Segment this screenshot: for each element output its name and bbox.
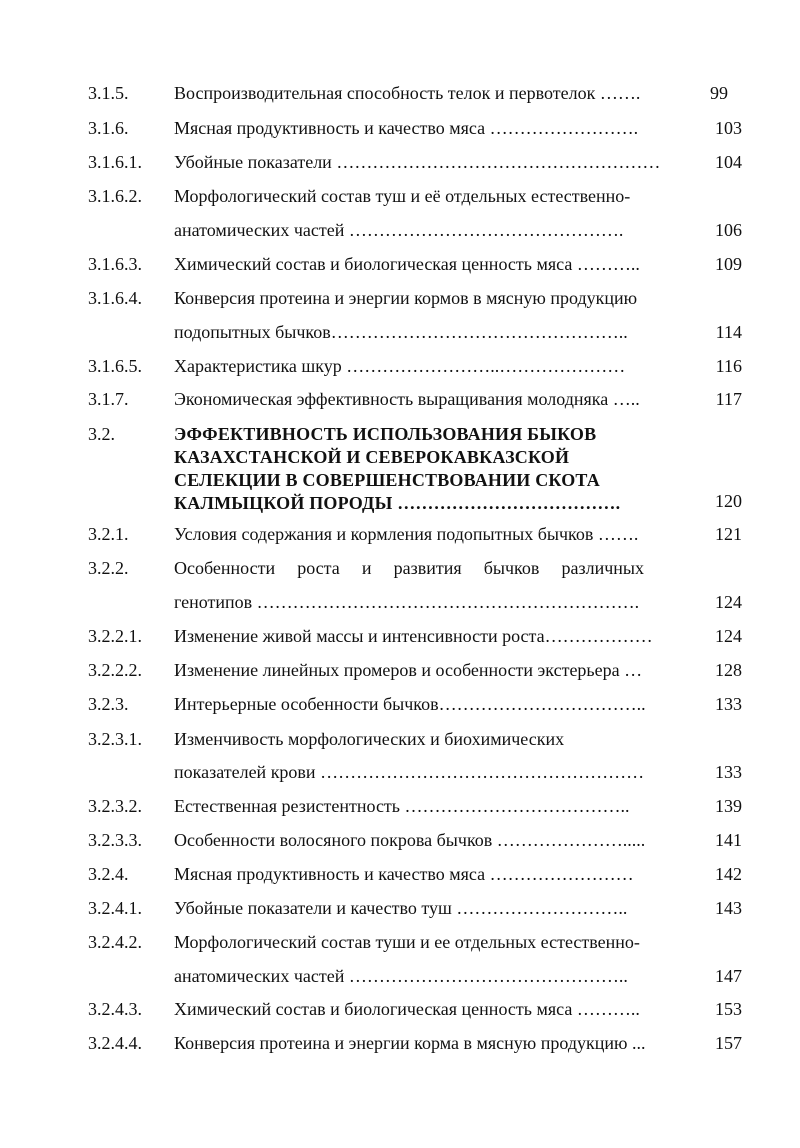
- section-title: Условия содержания и кормления подопытных бычков …….: [174, 524, 639, 544]
- section-number: 3.2.: [88, 424, 115, 444]
- section-title-line: подопытных бычков…………………………………………..: [174, 322, 628, 342]
- page-number: 153: [715, 999, 742, 1019]
- section-title: Убойные показатели ………………………………………………: [174, 152, 661, 172]
- section-number: 3.2.3.3.: [88, 830, 142, 850]
- section-number: 3.1.7.: [88, 389, 129, 409]
- section-number: 3.2.4.: [88, 864, 129, 884]
- section-title: Конверсия протеина и энергии корма в мясную продукцию ...: [174, 1033, 646, 1053]
- section-number: 3.1.6.1.: [88, 152, 142, 172]
- page-number: 143: [715, 898, 742, 918]
- page-number: 116: [715, 356, 742, 376]
- page-number: 117: [715, 389, 742, 409]
- chapter-title-line: СЕЛЕКЦИИ В СОВЕРШЕНСТВОВАНИИ СКОТА: [174, 470, 600, 490]
- section-number: 3.2.1.: [88, 524, 129, 544]
- section-title-line: Морфологический состав туш и её отдельных естественно-: [174, 186, 631, 206]
- page-number: 106: [715, 220, 742, 240]
- section-title: Воспроизводительная способность телок и первотелок …….: [174, 83, 641, 103]
- section-title: Изменение линейных промеров и особенности экстерьера …: [174, 660, 643, 680]
- page-number: 141: [715, 830, 742, 850]
- section-title: Характеристика шкур ……………………..…………………: [174, 356, 626, 376]
- section-title: Мясная продуктивность и качество мяса …………………….: [174, 118, 639, 138]
- chapter-title-line: КАЗАХСТАНСКОЙ И СЕВЕРОКАВКАЗСКОЙ: [174, 447, 570, 467]
- toc-entry: [0, 931, 800, 991]
- chapter-title-line: ЭФФЕКТИВНОСТЬ ИСПОЛЬЗОВАНИЯ БЫКОВ: [174, 424, 597, 444]
- section-title-line: показателей крови ………………………………………………: [174, 762, 645, 782]
- section-title-line: Морфологический состав туши и ее отдельных естественно-: [174, 932, 640, 952]
- page-number: 133: [715, 694, 742, 714]
- page-number: 99: [710, 83, 728, 103]
- section-number: 3.1.6.3.: [88, 254, 142, 274]
- section-number: 3.2.3.2.: [88, 796, 142, 816]
- page-number: 120: [715, 491, 742, 511]
- section-number: 3.2.4.2.: [88, 932, 142, 952]
- page-number: 124: [715, 626, 742, 646]
- toc-chapter-entry: [0, 423, 800, 515]
- page-number: 133: [715, 762, 742, 782]
- section-title: Естественная резистентность ………………………………..: [174, 796, 630, 816]
- section-title-line: анатомических частей ……………………………………….: [174, 220, 624, 240]
- section-title: Химический состав и биологическая ценность мяса ………..: [174, 254, 640, 274]
- page-number: 121: [715, 524, 742, 544]
- section-number: 3.2.3.1.: [88, 729, 142, 749]
- section-title-line: генотипов ……………………………………………………….: [174, 592, 640, 612]
- page-number: 104: [715, 152, 742, 172]
- section-number: 3.1.6.2.: [88, 186, 142, 206]
- section-number: 3.2.2.1.: [88, 626, 142, 646]
- page-number: 124: [715, 592, 742, 612]
- section-title: Экономическая эффективность выращивания молодняка …..: [174, 389, 640, 409]
- page-number: 139: [715, 796, 742, 816]
- page-number: 114: [715, 322, 742, 342]
- page-number: 128: [715, 660, 742, 680]
- page-number: 109: [715, 254, 742, 274]
- section-title-line: Особенности роста и развития бычков различных: [174, 558, 644, 578]
- section-number: 3.2.4.4.: [88, 1033, 142, 1053]
- section-title: Мясная продуктивность и качество мяса ……………………: [174, 864, 634, 884]
- toc-entry: [0, 287, 800, 347]
- toc-entry: [0, 728, 800, 788]
- page-number: 157: [715, 1033, 742, 1053]
- section-number: 3.1.5.: [88, 83, 129, 103]
- section-number: 3.2.3.: [88, 694, 129, 714]
- toc-entry: [0, 185, 800, 245]
- section-title: Химический состав и биологическая ценность мяса ………..: [174, 999, 640, 1019]
- section-number: 3.1.6.4.: [88, 288, 142, 308]
- section-number: 3.2.2.: [88, 558, 129, 578]
- section-title-line: Изменчивость морфологических и биохимических: [174, 729, 565, 749]
- section-number: 3.2.4.3.: [88, 999, 142, 1019]
- section-title: Изменение живой массы и интенсивности роста………………: [174, 626, 653, 646]
- toc-entry: [0, 557, 800, 617]
- section-title-line: анатомических частей ………………………………………..: [174, 966, 628, 986]
- section-number: 3.2.2.2.: [88, 660, 142, 680]
- chapter-title-line: КАЛМЫЦКОЙ ПОРОДЫ ……………………………….: [174, 493, 621, 513]
- section-title-line: Конверсия протеина и энергии кормов в мясную продукцию: [174, 288, 638, 308]
- section-number: 3.2.4.1.: [88, 898, 142, 918]
- page-number: 103: [715, 118, 742, 138]
- page-number: 142: [715, 864, 742, 884]
- section-title: Особенности волосяного покрова бычков ………………….....: [174, 830, 646, 850]
- page-number: 147: [715, 966, 742, 986]
- section-number: 3.1.6.: [88, 118, 129, 138]
- section-title: Интерьерные особенности бычков……………………………..: [174, 694, 646, 714]
- section-title: Убойные показатели и качество туш ………………………..: [174, 898, 628, 918]
- section-number: 3.1.6.5.: [88, 356, 142, 376]
